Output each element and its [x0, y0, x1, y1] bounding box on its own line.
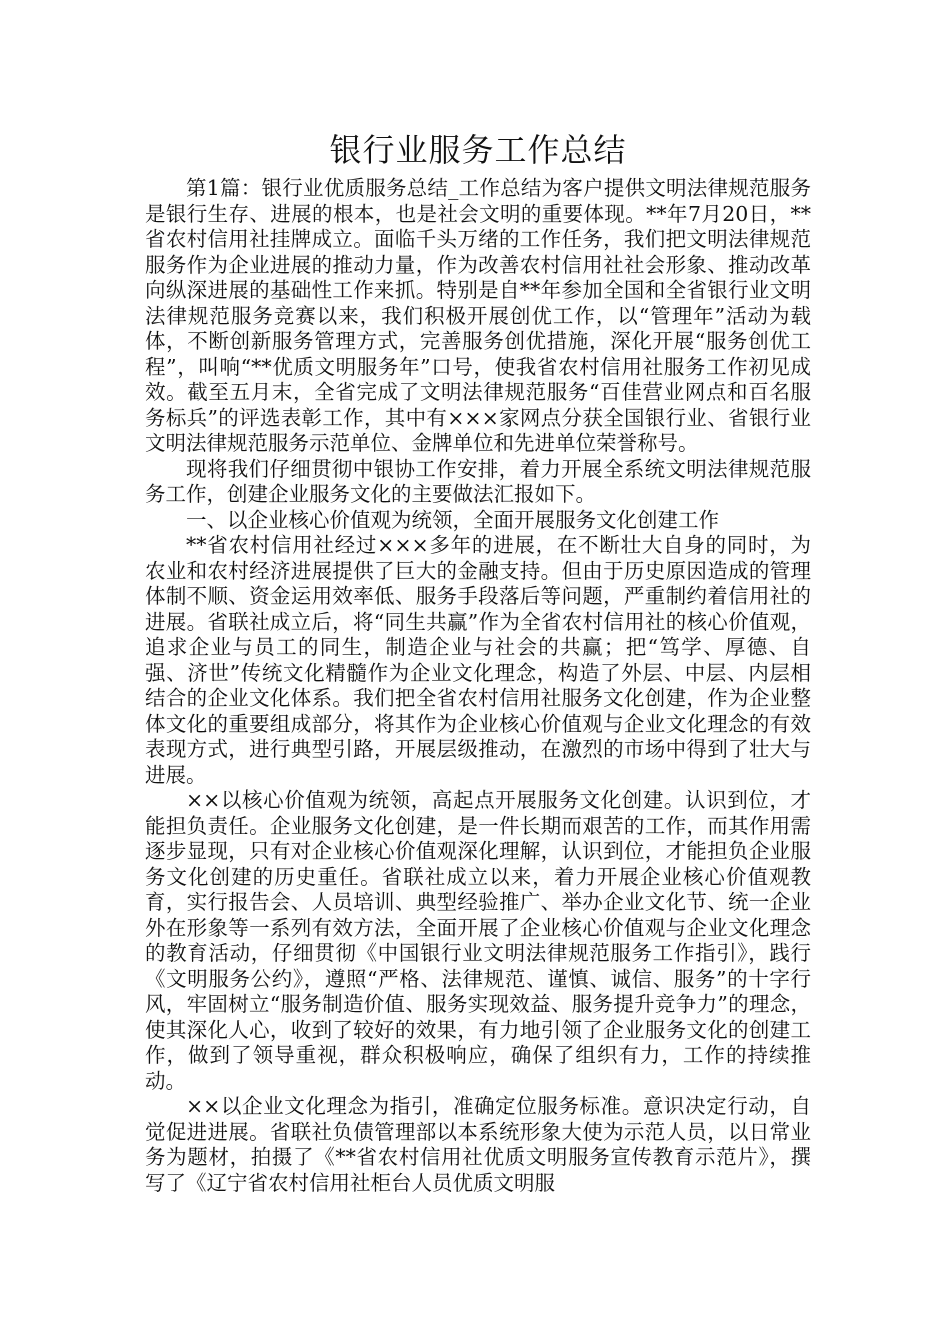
document-body [145, 176, 811, 1196]
paragraph-service-culture: ××以核心价值观为统领，高起点开展服务文化创建。认识到位，才能担负责任。企业服务文化创建，是一件长期而艰苦的工作，而其作用需逐步显现，只有对企业核心价值观深化理解，认识到位，才能担负企业服务文化创建的历史重任。省联社成立以来，着力开展企业核心价值观教育，实行报告会、人员培训、典型经验推广、举办企业文化节、统一企业外在形象等一系列有效方法，全面开展了企业核心价值观与企业文化理念的教育活动，仔细贯彻《中国银行业文明法律规范服务工作指引》，践行《文明服务公约》，遵照“严格、法律规范、谨慎、诚信、服务”的十字行风，牢固树立“服务制造价值、服务实现效益、服务提升竞争力”的理念，使其深化人心，收到了较好的效果，有力地引领了企业服务文化的创建工作，做到了领导重视，群众积极响应，确保了组织有力，工作的持续推动。 [145, 788, 811, 1093]
paragraph-service-standards: ××以企业文化理念为指引，准确定位服务标准。意识决定行动，自觉促进进展。省联社负债管理部以本系统形象大使为示范人员，以日常业务为题材，拍摄了《**省农村信用社优质文明服务宣传教育示范片》，撰写了《辽宁省农村信用社柜台人员优质文明服 [145, 1094, 811, 1195]
document-title: 银行业服务工作总结 [329, 131, 627, 169]
paragraph-intro: 第1篇：银行业优质服务总结_工作总结为客户提供文明法律规范服务是银行生存、进展的根本，也是社会文明的重要体现。**年7月20日，**省农村信用社挂牌成立。面临千头万绪的工作任务，我们把文明法律规范服务作为企业进展的推动力量，作为改善农村信用社社会形象、推动改革向纵深进展的基础性工作来抓。特别是自**年参加全国和全省银行业文明法律规范服务竞赛以来，我们积极开展创优工作，以“管理年”活动为载体，不断创新服务管理方式，完善服务创优措施，深化开展“服务创优工程”，叫响“**优质文明服务年”口号，使我省农村信用社服务工作初见成效。截至五月末，全省完成了文明法律规范服务“百佳营业网点和百名服务标兵”的评选表彰工作，其中有×××家网点分获全国银行业、省银行业文明法律规范服务示范单位、金牌单位和先进单位荣誉称号。 [145, 176, 811, 455]
section-heading-1: 一、以企业核心价值观为统领，全面开展服务文化创建工作 [186, 507, 719, 532]
paragraph-core-values: **省农村信用社经过×××多年的进展，在不断壮大自身的同时，为农业和农村经济进展提供了巨大的金融支持。但由于历史原因造成的管理体制不顺、资金运用效率低、服务手段落后等问题，严重制约着信用社的进展。省联社成立后，将“同生共赢”作为全省农村信用社的核心价值观，追求企业与员工的同生，制造企业与社会的共赢；把“笃学、厚德、自强、济世”传统文化精髓作为企业文化理念，构造了外层、中层、内层相结合的企业文化体系。我们把全省农村信用社服务文化创建，作为企业整体文化的重要组成部分，将其作为企业核心价值观与企业文化理念的有效表现方式，进行典型引路，开展层级推动，在激烈的市场中得到了壮大与进展。 [145, 533, 811, 787]
document-page [145, 128, 811, 1196]
paragraph-report-summary: 现将我们仔细贯彻中银协工作安排，着力开展全系统文明法律规范服务工作，创建企业服务文化的主要做法汇报如下。 [145, 456, 811, 506]
